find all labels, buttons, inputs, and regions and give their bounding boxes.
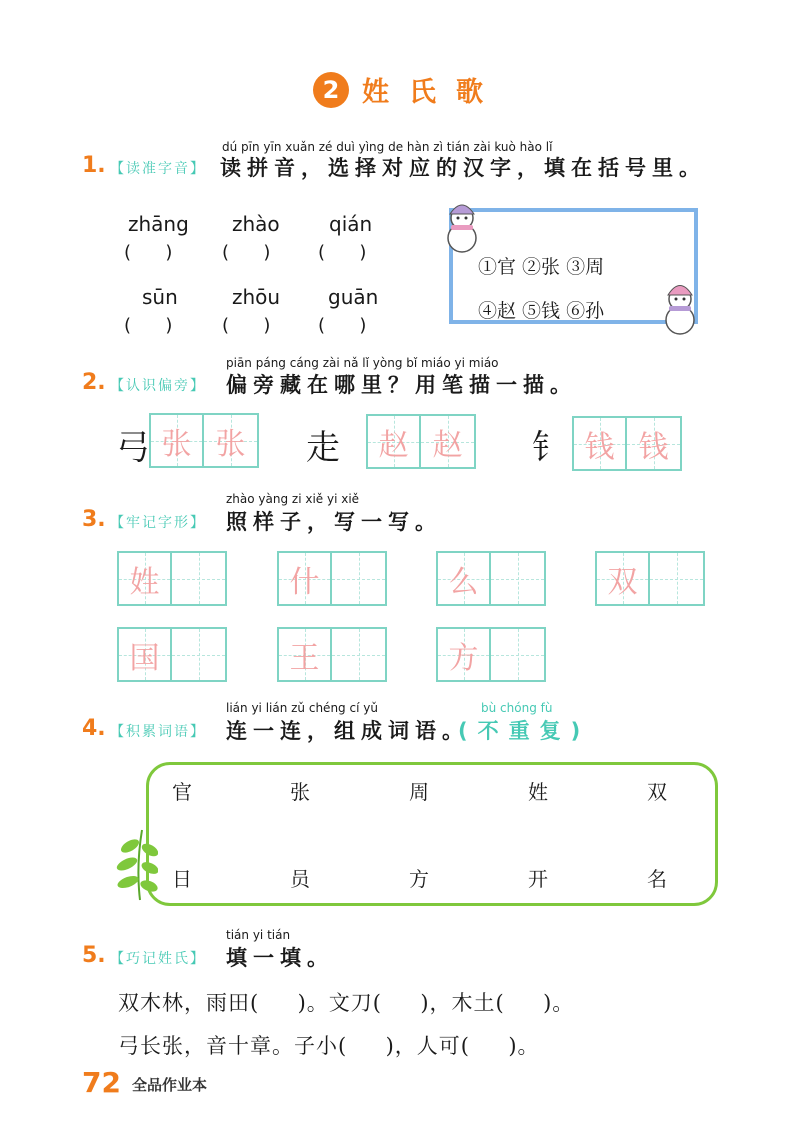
tracing-grid[interactable] [366, 414, 476, 469]
tracing-grid[interactable] [149, 413, 259, 468]
answer-blank[interactable]: ( ) [124, 315, 173, 336]
word-match-box [146, 762, 718, 906]
q1-instruction: 读拼音，选择对应的汉字，填在括号里。 [220, 156, 706, 180]
pinyin-item: zhōu [232, 285, 281, 309]
q4-pinyin: lián yi lián zǔ chéng cí yǔ [226, 701, 378, 715]
writing-grid[interactable] [595, 551, 705, 606]
q2-pinyin: piān páng cáng zài nǎ lǐ yòng bǐ miáo yi miáo [226, 356, 499, 370]
writing-grid[interactable] [436, 551, 546, 606]
model-char: 姓 [129, 564, 160, 600]
leaf-icon [112, 826, 158, 902]
q4-tag: 【积累词语】 [110, 724, 206, 740]
q1-pinyin: dú pīn yīn xuǎn zé duì yìng de hàn zì tián zài kuò hào lǐ [222, 140, 553, 154]
match-word-bottom[interactable]: 方 [409, 867, 429, 891]
trace-char: 赵 [378, 427, 409, 463]
answer-blank[interactable]: ( ) [318, 315, 367, 336]
model-char: 国 [129, 640, 160, 676]
q2-tag: 【认识偏旁】 [110, 378, 206, 394]
trace-char: 钱 [584, 429, 615, 465]
writing-grid[interactable] [436, 627, 546, 682]
snowman-icon [654, 274, 706, 338]
options-line: ④赵 ⑤钱 ⑥孙 [478, 300, 605, 322]
trace-char: 赵 [432, 427, 463, 463]
match-word-top[interactable]: 官 [172, 780, 192, 804]
pinyin-item: zhāng [128, 212, 189, 236]
radical: 钅 [532, 428, 566, 468]
model-char: 王 [289, 640, 320, 676]
trace-char: 张 [215, 426, 246, 462]
page-number: 72 [82, 1066, 121, 1099]
writing-grid[interactable] [117, 627, 227, 682]
q5-number: 5. [82, 943, 106, 968]
q1-number: 1. [82, 153, 106, 178]
pinyin-item: qián [329, 212, 373, 236]
page-title: 姓氏歌 [362, 77, 503, 108]
answer-blank[interactable]: ( ) [222, 315, 271, 336]
match-word-top[interactable]: 张 [290, 780, 310, 804]
trace-char: 钱 [638, 429, 669, 465]
q4-number: 4. [82, 716, 106, 741]
model-char: 方 [448, 640, 479, 676]
q4-note: (不重复) [458, 719, 591, 743]
radical: 弓 [116, 428, 150, 468]
options-line: ①官 ②张 ③周 [478, 256, 605, 278]
pinyin-item: guān [328, 285, 379, 309]
q2-instruction: 偏旁藏在哪里？用笔描一描。 [226, 373, 577, 397]
q3-instruction: 照样子，写一写。 [226, 510, 442, 534]
fill-line[interactable]: 双木林，雨田( )。文刀( )，木土( )。 [118, 991, 575, 1015]
tracing-grid[interactable] [572, 416, 682, 471]
q2-number: 2. [82, 370, 106, 395]
match-word-bottom[interactable]: 开 [528, 867, 548, 891]
q4-instruction: 连一连，组成词语。 [226, 719, 469, 743]
q5-instruction: 填一填。 [226, 946, 334, 970]
model-char: 么 [448, 564, 479, 600]
q5-pinyin: tián yi tián [226, 928, 291, 942]
match-word-bottom[interactable]: 日 [172, 867, 192, 891]
model-char: 什 [289, 564, 320, 600]
answer-blank[interactable]: ( ) [222, 242, 271, 263]
model-char: 双 [607, 564, 638, 600]
writing-grid[interactable] [277, 627, 387, 682]
match-word-top[interactable]: 双 [647, 780, 667, 804]
trace-char: 张 [161, 426, 192, 462]
lesson-number-badge: 2 [313, 72, 349, 108]
q5-tag: 【巧记姓氏】 [110, 951, 206, 967]
answer-blank[interactable]: ( ) [318, 242, 367, 263]
writing-grid[interactable] [277, 551, 387, 606]
q3-number: 3. [82, 507, 106, 532]
q1-tag: 【读准字音】 [110, 161, 206, 177]
radical: 走 [306, 428, 340, 468]
pinyin-item: sūn [142, 285, 178, 309]
match-word-bottom[interactable]: 员 [290, 867, 310, 891]
book-title: 全品作业本 [132, 1076, 208, 1094]
q3-pinyin: zhào yàng zi xiě yi xiě [226, 492, 360, 506]
q4-pinyin-note: bù chóng fù [481, 701, 553, 715]
snowman-icon [436, 196, 492, 256]
match-word-top[interactable]: 姓 [528, 780, 548, 804]
match-word-bottom[interactable]: 名 [647, 867, 667, 891]
fill-line[interactable]: 弓长张，音十章。子小( )，人可( )。 [118, 1034, 540, 1058]
writing-grid[interactable] [117, 551, 227, 606]
pinyin-item: zhào [232, 212, 280, 236]
answer-blank[interactable]: ( ) [124, 242, 173, 263]
q3-tag: 【牢记字形】 [110, 515, 206, 531]
match-word-top[interactable]: 周 [409, 780, 429, 804]
